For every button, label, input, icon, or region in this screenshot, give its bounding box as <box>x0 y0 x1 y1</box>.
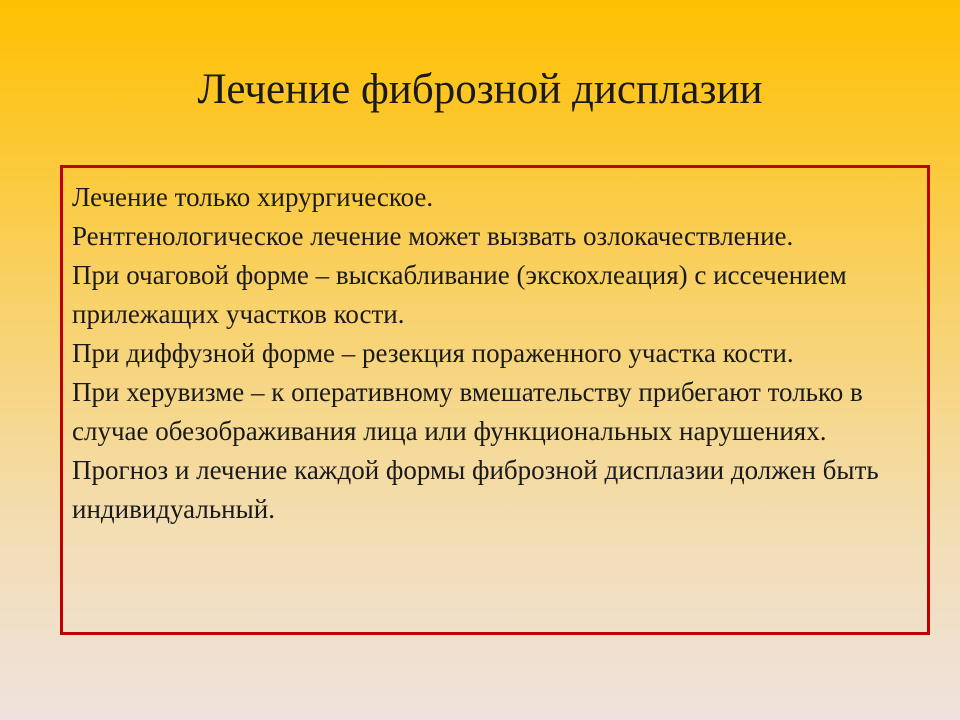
paragraph-surgical-only: Лечение только хирургическое. <box>72 182 434 212</box>
paragraph-prognosis: Прогноз и лечение каждой формы фиброзной дисплазии должен быть индивидуальный. <box>72 455 879 524</box>
content-box <box>60 165 930 635</box>
slide-title: Лечение фиброзной дисплазии <box>197 66 763 113</box>
paragraph-diffuse-form: При диффузной форме – резекция пораженного участка кости. <box>72 338 794 368</box>
paragraph-xray-treatment: Рентгенологическое лечение может вызвать озлокачествление. <box>72 221 794 251</box>
paragraph-cherubism: При херувизме – к оперативному вмешательству прибегают только в случае обезображивания лица или функциональных нарушениях. <box>72 377 863 446</box>
paragraph-focal-form: При очаговой форме – выскабливание (экскохлеация) с иссечением прилежащих участков кости. <box>72 260 847 329</box>
